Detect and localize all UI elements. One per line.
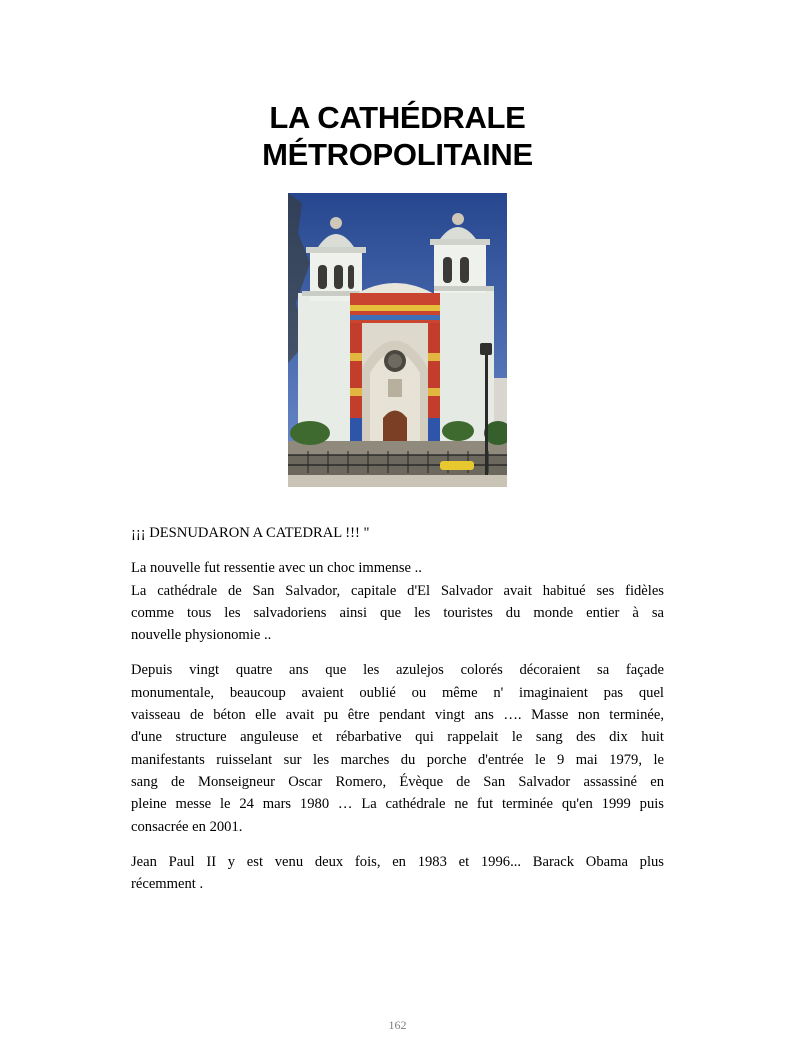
title-line-2: MÉTROPOLITAINE — [262, 137, 533, 172]
paragraph-2-line-8: consacrée en 2001. — [131, 818, 243, 835]
paragraph-2-line-4: d'une structure anguleuse et rébarbative qui rappelait le sang des dix huit — [131, 729, 664, 746]
article-body — [131, 522, 664, 908]
page-title — [0, 99, 795, 173]
cathedral-photo — [288, 193, 507, 487]
paragraph-1-line-4: nouvelle physionomie .. — [131, 627, 272, 644]
article-heading-text: ¡¡¡ DESNUDARON A CATEDRAL !!! " — [131, 525, 370, 541]
article-heading — [131, 522, 664, 544]
paragraph-1-line-2: La cathédrale de San Salvador, capitale d'El Salvador avait habitué ses fidèles — [131, 582, 664, 599]
page-number: 162 — [388, 1018, 407, 1032]
paragraph-2-line-7: pleine messe le 24 mars 1980 … La cathédrale ne fut terminée qu'en 1999 puis — [131, 796, 664, 813]
paragraph-3-line-1: Jean Paul II y est venu deux fois, en 1983 et 1996... Barack Obama plus — [131, 853, 664, 870]
paragraph-1 — [131, 557, 664, 646]
title-line-1: LA CATHÉDRALE — [269, 100, 526, 135]
paragraph-3 — [131, 851, 664, 896]
paragraph-2-line-3: vaisseau de béton elle avait pu être pendant vingt ans …. Masse non terminée, — [131, 707, 664, 724]
paragraph-3-line-2: récemment . — [131, 876, 204, 893]
paragraph-1-line-1: La nouvelle fut ressentie avec un choc immense .. — [131, 560, 422, 577]
paragraph-2-line-5: manifestants ruisselant sur les marches du porche d'entrée le 9 mai 1979, le — [131, 751, 664, 768]
paragraph-1-line-3: comme tous les salvadoriens ainsi que les touristes du monde entier à sa — [131, 604, 664, 621]
paragraph-2-line-1: Depuis vingt quatre ans que les azulejos colorés décoraient sa façade — [131, 662, 664, 679]
paragraph-2 — [131, 659, 664, 837]
paragraph-2-line-6: sang de Monseigneur Oscar Romero, Évèque de San Salvador assassiné en — [131, 773, 664, 790]
paragraph-2-line-2: monumentale, beaucoup avaient oublié ou même n' imaginaient pas quel — [131, 684, 664, 701]
